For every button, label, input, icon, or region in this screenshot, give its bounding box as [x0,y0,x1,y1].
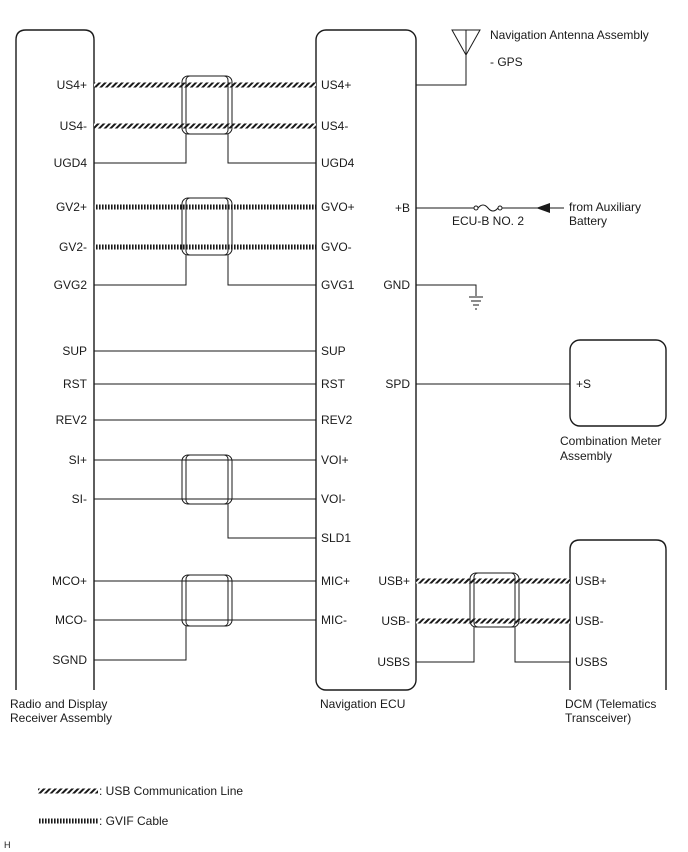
antenna-label: Navigation Antenna Assembly [490,28,649,42]
radio-pin-mco-plus: MCO+ [51,574,87,588]
wire-gvg1 [228,255,316,285]
dcm-pin-usb-plus: USB+ [575,574,607,588]
radio-pin-us4-plus: US4+ [56,78,87,92]
radio-pin-si-plus: SI+ [68,453,87,467]
wire-usbs-dcm [515,627,570,662]
fuse-terminal-right [498,206,502,210]
nav-pin-voi-plus: VOI+ [321,453,349,467]
nav-pin-plus-b: +B [394,201,410,215]
nav-pin-spd: SPD [385,377,410,391]
nav-pin-us4-plus: US4+ [321,78,352,92]
nav-pin-us4-minus: US4- [321,119,349,133]
nav-pin-gvo-minus: GVO- [321,240,352,254]
wire-antenna [416,55,466,85]
nav-pin-gvg1: GVG1 [321,278,355,292]
dcm-pin-usb-minus: USB- [575,614,604,628]
nav-pin-rst: RST [321,377,345,391]
radio-pin-gvg2: GVG2 [53,278,87,292]
radio-pin-rst: RST [63,377,87,391]
wire-gnd [416,285,476,296]
legend-gvif-label: : GVIF Cable [99,814,169,828]
aux-battery-label-2: Battery [569,214,608,228]
radio-pin-mco-minus: MCO- [55,613,87,627]
nav-pin-mic-minus: MIC- [321,613,347,627]
shield-mic-inner [186,575,228,626]
radio-pin-rev2: REV2 [55,413,87,427]
radio-label-2: Receiver Assembly [10,711,113,725]
corner-mark: H [4,840,11,850]
nav-pin-usb-plus: USB+ [378,574,410,588]
wire-ugd4-nav [228,134,316,163]
shield-mic [182,575,232,626]
dcm-pin-usbs: USBS [575,655,608,669]
fuse-terminal-left [474,206,478,210]
radio-pin-sup: SUP [62,344,87,358]
nav-pin-voi-minus: VOI- [321,492,346,506]
antenna-sublabel: - GPS [490,55,523,69]
fuse-icon [478,205,498,211]
wire-sgnd [94,626,186,660]
wire-gvg2 [94,255,186,285]
meter-pin-plus-s: +S [576,377,592,391]
nav-pin-gnd: GND [383,278,410,292]
radio-pin-ugd4: UGD4 [53,156,87,170]
radio-pin-si-minus: SI- [71,492,87,506]
aux-battery-label-1: from Auxiliary [569,200,642,214]
fuse-label: ECU-B NO. 2 [452,214,525,228]
nav-ecu-label: Navigation ECU [320,697,406,711]
wire-sld1 [228,504,316,538]
radio-pin-us4-minus: US4- [59,119,87,133]
meter-label-1: Combination Meter [560,434,662,448]
wire-ugd4 [94,134,186,163]
nav-pin-sld1: SLD1 [321,531,352,545]
radio-pin-sgnd: SGND [52,653,87,667]
nav-pin-gvo-plus: GVO+ [321,200,355,214]
nav-pin-ugd4: UGD4 [321,156,355,170]
shield-voice [182,455,232,504]
radio-pin-gv2-plus: GV2+ [55,200,87,214]
arrow-icon [536,203,550,213]
nav-pin-mic-plus: MIC+ [321,574,351,588]
wire-usbs-nav [416,627,474,662]
meter-label-2: Assembly [560,449,613,463]
nav-pin-usb-minus: USB- [381,614,410,628]
radio-pin-gv2-minus: GV2- [58,240,87,254]
radio-label-1: Radio and Display [10,697,108,711]
legend-usb-label: : USB Communication Line [99,784,244,798]
dcm-label-2: Transceiver) [565,711,632,725]
dcm-label-1: DCM (Telematics [565,697,657,711]
nav-pin-rev2: REV2 [321,413,353,427]
nav-pin-sup: SUP [321,344,346,358]
nav-pin-usbs: USBS [377,655,410,669]
shield-voice-inner [186,455,228,504]
